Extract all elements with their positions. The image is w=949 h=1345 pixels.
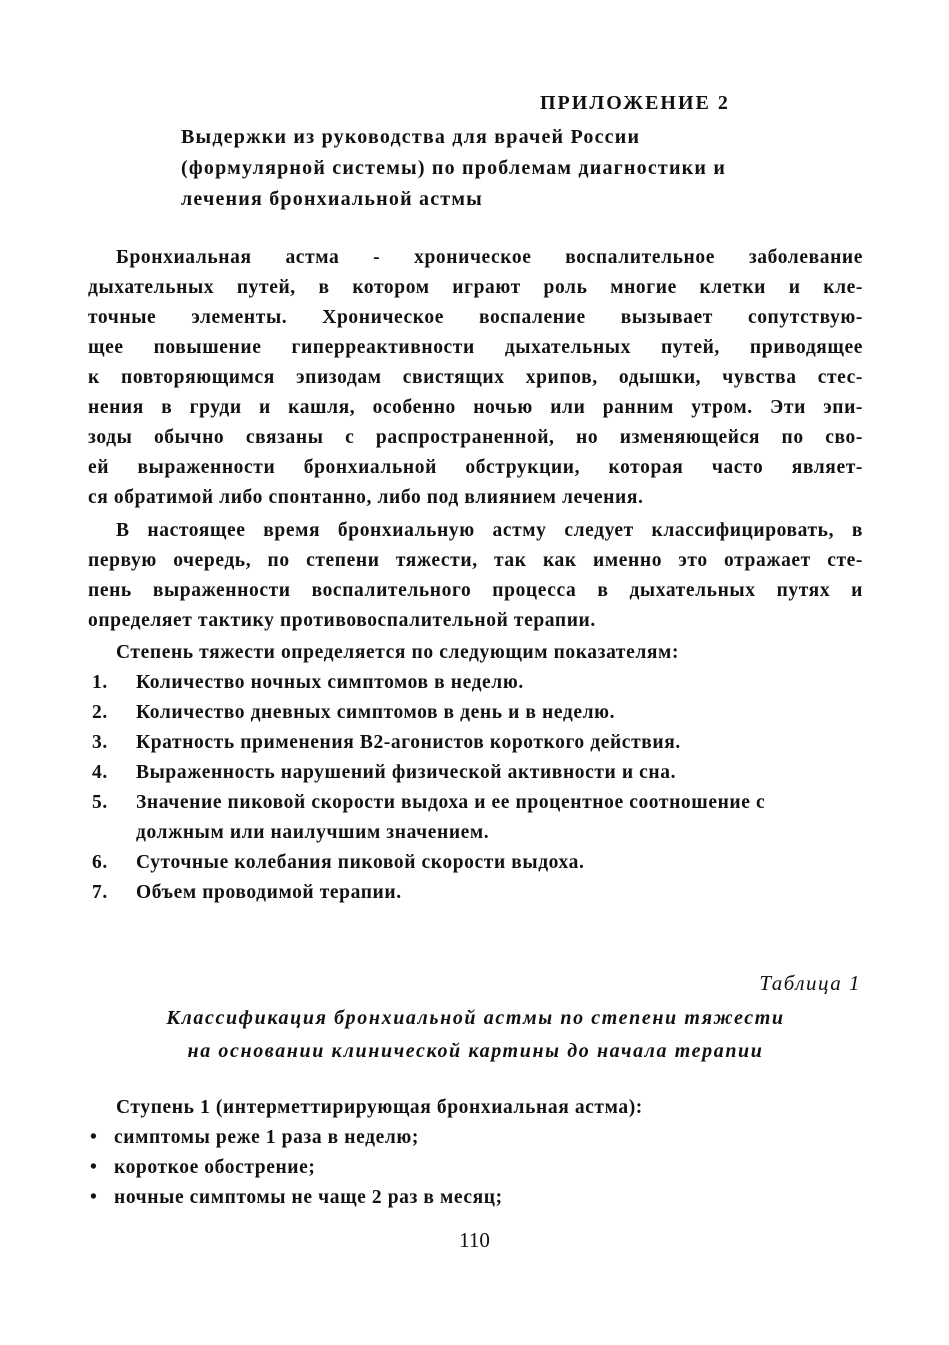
list-text: Выраженность нарушений физической активности и сна. bbox=[136, 762, 677, 783]
paragraph-line: щее повышение гиперреактивности дыхательных путей, приводящее bbox=[88, 337, 863, 358]
paragraph-line: дыхательных путей, в котором играют роль многие клетки и кле- bbox=[88, 277, 863, 298]
paragraph-line: пень выраженности воспалительного процесса в дыхательных путях и bbox=[88, 580, 863, 601]
bullet-item bbox=[88, 1123, 863, 1153]
bullet-icon: • bbox=[90, 1187, 98, 1208]
list-text-line: должным или наилучшим значением. bbox=[136, 822, 490, 843]
list-item bbox=[88, 848, 863, 878]
heading-line: лечения бронхиальной астмы bbox=[181, 188, 483, 210]
table-title-line: Классификация бронхиальной астмы по степени тяжести bbox=[166, 1007, 785, 1029]
appendix-label: ПРИЛОЖЕНИЕ 2 bbox=[540, 92, 730, 114]
bullet-text: симптомы реже 1 раза в неделю; bbox=[114, 1127, 419, 1148]
paragraph-line: ся обратимой либо спонтанно, либо под влиянием лечения. bbox=[88, 487, 644, 508]
list-number: 5. bbox=[92, 792, 108, 813]
page-number: 110 bbox=[459, 1228, 490, 1252]
bullet-text: ночные симптомы не чаще 2 раз в месяц; bbox=[114, 1187, 503, 1208]
list-number: 7. bbox=[92, 882, 108, 903]
bullet-item bbox=[88, 1153, 863, 1183]
list-item bbox=[88, 698, 863, 728]
paragraph-line: В настоящее время бронхиальную астму следует классифицировать, в bbox=[116, 520, 863, 541]
list-text: Объем проводимой терапии. bbox=[136, 882, 402, 903]
list-number: 1. bbox=[92, 672, 108, 693]
paragraph-line: первую очередь, по степени тяжести, так как именно это отражает сте- bbox=[88, 550, 863, 571]
list-text: Суточные колебания пиковой скорости выдоха. bbox=[136, 852, 585, 873]
list-text-line: Значение пиковой скорости выдоха и ее процентное соотношение с bbox=[136, 792, 766, 813]
list-item bbox=[88, 668, 863, 698]
paragraph-line: нения в груди и кашля, особенно ночью или ранним утром. Эти эпи- bbox=[88, 397, 863, 418]
list-text: Кратность применения В2-агонистов короткого действия. bbox=[136, 732, 681, 753]
document-heading bbox=[181, 122, 821, 215]
table-title-line: на основании клинической картины до начала терапии bbox=[187, 1040, 764, 1062]
bullet-icon: • bbox=[90, 1127, 98, 1148]
list-item bbox=[88, 878, 863, 908]
list-intro: Степень тяжести определяется по следующим показателям: bbox=[116, 642, 680, 663]
definition-paragraph bbox=[88, 243, 863, 513]
list-text: Количество дневных симптомов в день и в неделю. bbox=[136, 702, 616, 723]
table-label: Таблица 1 bbox=[759, 971, 861, 995]
list-item bbox=[88, 758, 863, 788]
list-number: 6. bbox=[92, 852, 108, 873]
list-number: 4. bbox=[92, 762, 108, 783]
paragraph-line: зоды обычно связаны с распространенной, но изменяющейся по сво- bbox=[88, 427, 863, 448]
paragraph-line: точные элементы. Хроническое воспаление вызывает сопутствую- bbox=[88, 307, 863, 328]
paragraph-line: Бронхиальная астма - хроническое воспалительное заболевание bbox=[116, 247, 863, 268]
paragraph-line: определяет тактику противовоспалительной терапии. bbox=[88, 610, 596, 631]
bullet-item bbox=[88, 1183, 863, 1213]
bullet-text: короткое обострение; bbox=[114, 1157, 316, 1178]
stage-1-section bbox=[88, 1093, 863, 1213]
paragraph-line: ей выраженности бронхиальной обструкции, которая часто являет- bbox=[88, 457, 863, 478]
heading-line: (формулярной системы) по проблемам диагностики и bbox=[181, 157, 727, 179]
list-text: Количество ночных симптомов в неделю. bbox=[136, 672, 524, 693]
list-item bbox=[88, 788, 863, 848]
list-text bbox=[136, 788, 765, 848]
list-number: 3. bbox=[92, 732, 108, 753]
classification-paragraph bbox=[88, 516, 863, 636]
list-number: 2. bbox=[92, 702, 108, 723]
criteria-section bbox=[88, 638, 863, 908]
table-title bbox=[88, 1002, 863, 1068]
bullet-icon: • bbox=[90, 1157, 98, 1178]
heading-line: Выдержки из руководства для врачей России bbox=[181, 126, 641, 148]
paragraph-line: к повторяющимся эпизодам свистящих хрипов, одышки, чувства стес- bbox=[88, 367, 863, 388]
stage-heading: Ступень 1 (интерметтирирующая бронхиальная астма): bbox=[116, 1097, 643, 1118]
list-item bbox=[88, 728, 863, 758]
